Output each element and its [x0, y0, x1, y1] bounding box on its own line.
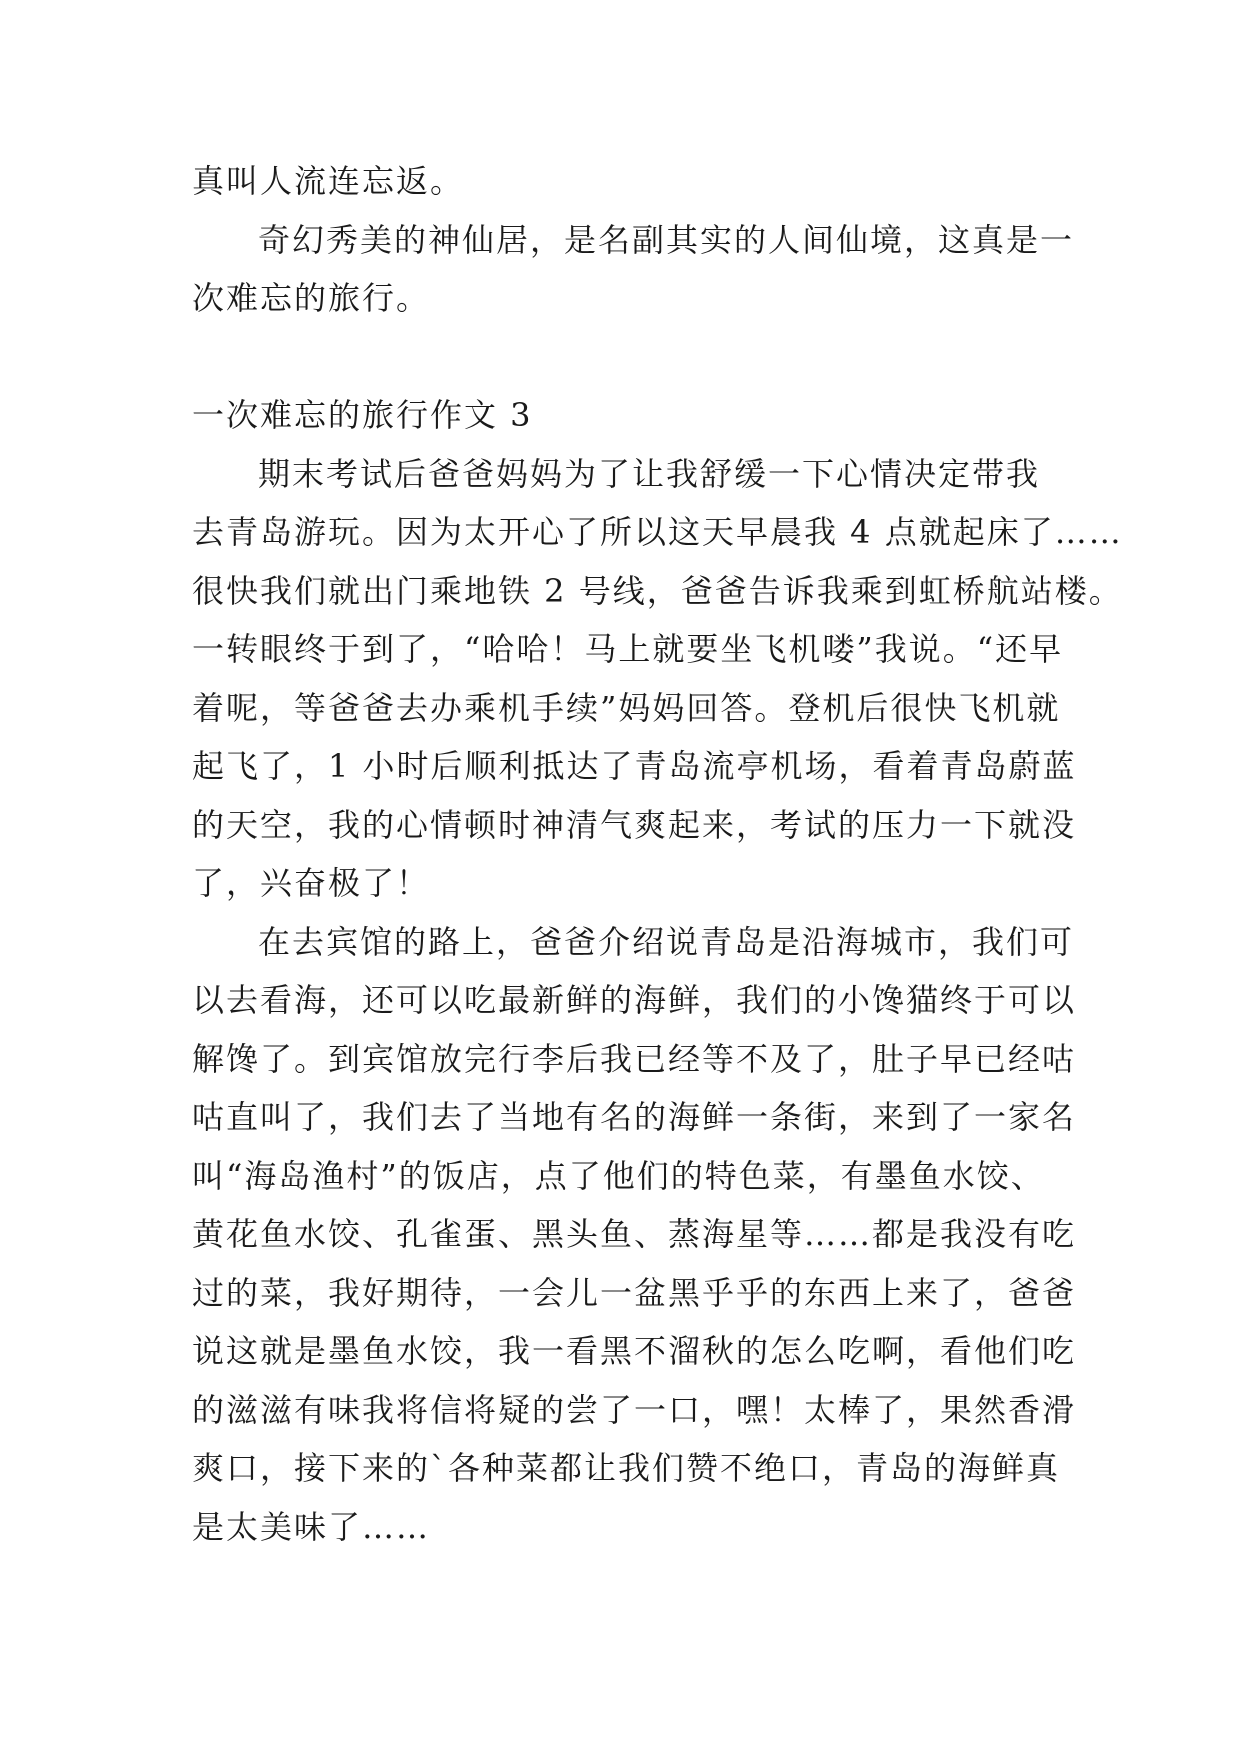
text-line: 真叫人流连忘返。 — [192, 162, 465, 200]
text-line: 以去看海，还可以吃最新鲜的海鲜，我们的小馋猫终于可以 — [192, 981, 1077, 1019]
text-line: 叫“海岛渔村”的饭店，点了他们的特色菜，有墨鱼水饺、 — [192, 1156, 1045, 1195]
text-line: 起飞了，1 小时后顺利抵达了青岛流亭机场，看着青岛蔚蓝 — [192, 747, 1077, 785]
paragraph-gap — [192, 328, 1072, 387]
text-line: 说这就是墨鱼水饺，我一看黑不溜秋的怎么吃啊，看他们吃 — [192, 1332, 1077, 1370]
section-heading: 一次难忘的旅行作文 3 — [192, 396, 533, 434]
text-line: 的天空，我的心情顿时神清气爽起来，考试的压力一下就没 — [192, 805, 1077, 844]
paragraph-first-line: 奇幻秀美的神仙居，是名副其实的人间仙境，这真是一 — [258, 220, 1075, 259]
text-line: 去青岛游玩。因为太开心了所以这天早晨我 4 点就起床了…… — [192, 513, 1123, 551]
paragraph-first-line: 期末考试后爸爸妈妈为了让我舒缓一下心情决定带我 — [258, 454, 1041, 493]
text-line: 是太美味了…… — [192, 1507, 431, 1546]
text-line: 爽口，接下来的`各种菜都让我们赞不绝口，青岛的海鲜真 — [192, 1449, 1061, 1487]
text-line: 过的菜，我好期待，一会儿一盆黑乎乎的东西上来了，爸爸 — [192, 1273, 1077, 1312]
text-line: 一转眼终于到了，“哈哈！马上就要坐飞机喽”我说。“还早 — [192, 630, 1064, 668]
text-line: 次难忘的旅行。 — [192, 279, 431, 317]
text-line: 了，兴奋极了！ — [192, 864, 431, 902]
text-line: 咕直叫了，我们去了当地有名的海鲜一条街，来到了一家名 — [192, 1098, 1077, 1136]
text-line: 很快我们就出门乘地铁 2 号线，爸爸告诉我乘到虹桥航站楼。 — [192, 571, 1123, 610]
text-line: 黄花鱼水饺、孔雀蛋、黑头鱼、蒸海星等……都是我没有吃 — [192, 1215, 1077, 1253]
text-line: 解馋了。到宾馆放完行李后我已经等不及了，肚子早已经咕 — [192, 1039, 1077, 1078]
article-body — [192, 152, 1123, 1556]
text-line: 着呢，等爸爸去办乘机手续”妈妈回答。登机后很快飞机就 — [192, 688, 1061, 727]
text-line: 的滋滋有味我将信将疑的尝了一口，嘿！太棒了，果然香滑 — [192, 1390, 1077, 1429]
paragraph-first-line: 在去宾馆的路上，爸爸介绍说青岛是沿海城市，我们可 — [258, 922, 1075, 961]
